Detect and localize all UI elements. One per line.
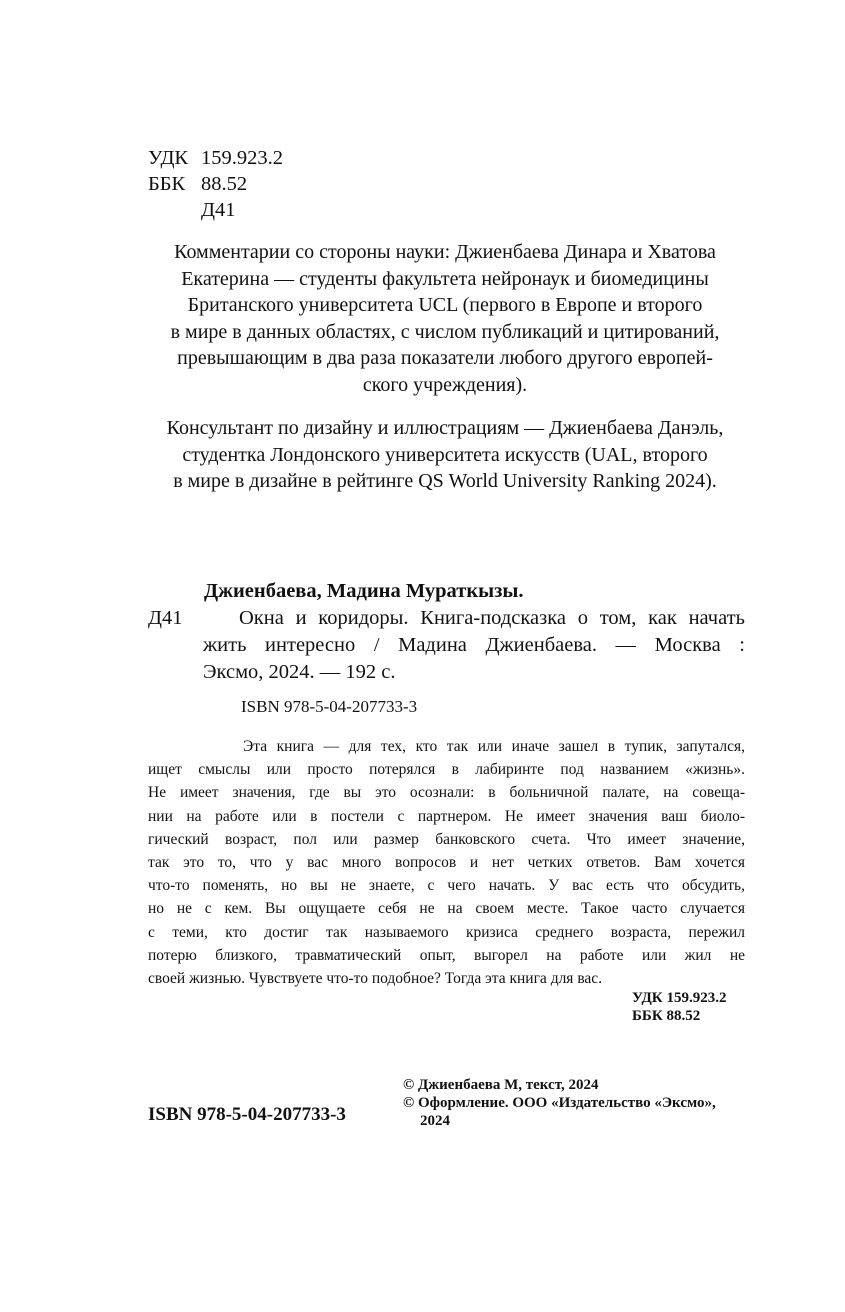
annotation-line: так это то, что у вас много вопросов и нет четких ответов. Вам хочется — [148, 854, 745, 872]
bbk-label: ББК — [148, 173, 186, 195]
copyright-design-year: 2024 — [420, 1113, 450, 1129]
annotation-line: что-то поменять, но вы не знаете, с чего начать. У вас есть что обсудить, — [148, 877, 745, 895]
science-comment — [130, 239, 760, 398]
catalog-isbn: ISBN 978-5-04-207733-3 — [241, 697, 418, 716]
annotation-line: с теми, кто достиг так называемого кризиса среднего возраста, пережил — [148, 923, 745, 941]
text-line: Консультант по дизайну и иллюстрациям — Джиенбаева Данэль, — [166, 417, 724, 439]
text-line: Британского университета UCL (первого в Европе и второго — [187, 294, 703, 316]
annotation-line: Не имеет значения, где вы это осознали: в больничной палате, на совеща- — [148, 784, 745, 802]
catalog-title-line: жить интересно / Мадина Джиенбаева. — Москва : — [203, 634, 745, 656]
annotation-line: гический возраст, пол или размер банковского счета. Что имеет значение, — [148, 830, 745, 848]
annotation-line: Эта книга — для тех, кто так или иначе зашел в тупик, запутался, — [243, 738, 745, 755]
annotation-line: нии на работе или в постели с партнером. Не имеет значения ваш биоло- — [148, 807, 745, 825]
annotation-line: потерю близкого, травматический опыт, выгорел на работе или жил не — [148, 946, 745, 964]
bbk-value: 88.52 — [201, 173, 248, 195]
author-mark: Д41 — [201, 199, 236, 221]
udk-label: УДК — [148, 147, 189, 169]
text-line: в мире в дизайне в рейтинге QS World University Ranking 2024). — [173, 470, 717, 492]
annotation-line: своей жизнью. Чувствуете что-то подобное? Тогда эта книга для вас. — [148, 970, 603, 988]
catalog-title — [203, 605, 745, 631]
catalog-author-heading: Джиенбаева, Мадина Мураткызы. — [204, 580, 524, 602]
catalog-title-line: Эксмо, 2024. — 192 с. — [203, 661, 396, 683]
annotation-line: но не с кем. Вы ощущаете себя не на своем месте. Такое часто случается — [148, 900, 745, 918]
footer-bbk: ББК 88.52 — [632, 1008, 701, 1024]
catalog-title — [203, 632, 745, 658]
copyright-text: © Джиенбаева М, текст, 2024 — [403, 1077, 599, 1093]
catalog-title-line: Окна и коридоры. Книга-подсказка о том, как начать — [239, 607, 745, 629]
text-line: студентка Лондонского университета искусств (UAL, второго — [182, 443, 708, 466]
bottom-isbn: ISBN 978-5-04-207733-3 — [148, 1104, 346, 1125]
udk-value: 159.923.2 — [201, 147, 283, 169]
text-line: ского учреждения). — [362, 373, 528, 396]
annotation — [148, 735, 745, 990]
text-line: Екатерина — студенты факультета нейронаук и биомедицины — [181, 267, 709, 290]
annotation-line: ищет смыслы или просто потерялся в лабиринте под названием «жизнь». — [148, 761, 745, 779]
footer-udk: УДК 159.923.2 — [632, 990, 727, 1006]
text-line: превышающим в два раза показатели любого другого европей- — [177, 347, 713, 369]
text-line: в мире в данных областях, с числом публикаций и цитирований, — [170, 320, 720, 343]
copyright-design: © Оформление. ООО «Издательство «Эксмо», — [403, 1095, 716, 1111]
design-consultant — [130, 415, 760, 495]
text-line: Комментарии со стороны науки: Джиенбаева Динара и Хватова — [174, 241, 716, 263]
catalog-mark: Д41 — [148, 607, 183, 629]
